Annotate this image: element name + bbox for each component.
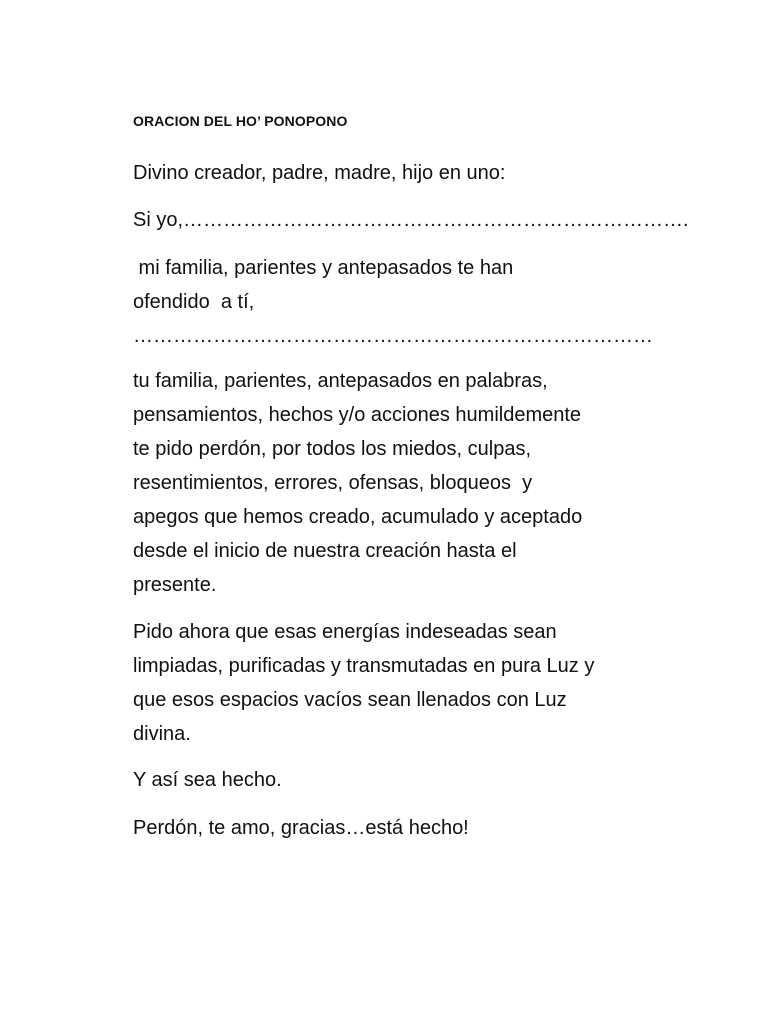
text-line: Pido ahora que esas energías indeseadas sean (133, 621, 557, 643)
text-line: limpiadas, purificadas y transmutadas en pura Luz y (133, 655, 595, 677)
text-line: Y así sea hecho. (133, 769, 282, 791)
paragraph-asi-sea (133, 763, 693, 797)
paragraph-pido-ahora (133, 615, 693, 751)
document-title: ORACION DEL HO’ PONOPONO (133, 113, 348, 129)
text-line: …………………………………………………………………… (133, 325, 653, 347)
text-line: que esos espacios vacíos sean llenados con Luz (133, 689, 567, 711)
paragraph-familia (133, 251, 693, 353)
text-line: Divino creador, padre, madre, hijo en uno: (133, 162, 506, 184)
text-line: mi familia, parientes y antepasados te han (133, 257, 514, 279)
text-line: Si yo,…………………………………………………………………. (133, 209, 689, 231)
text-line: tu familia, parientes, antepasados en palabras, (133, 370, 548, 392)
text-line: apegos que hemos creado, acumulado y aceptado (133, 506, 583, 528)
text-line: ofendido a tí, (133, 291, 255, 313)
text-line: Perdón, te amo, gracias…está hecho! (133, 817, 469, 839)
text-line: divina. (133, 723, 191, 745)
paragraph-si-yo (133, 203, 693, 237)
text-line: pensamientos, hechos y/o acciones humildemente (133, 404, 582, 426)
paragraph-closing (133, 811, 693, 845)
paragraph-perdon (133, 364, 693, 602)
paragraph-invocation (133, 156, 693, 190)
text-line: resentimientos, errores, ofensas, bloqueos y (133, 472, 533, 494)
text-line: desde el inicio de nuestra creación hasta el (133, 540, 517, 562)
text-line: presente. (133, 574, 217, 596)
text-line: te pido perdón, por todos los miedos, culpas, (133, 438, 532, 460)
